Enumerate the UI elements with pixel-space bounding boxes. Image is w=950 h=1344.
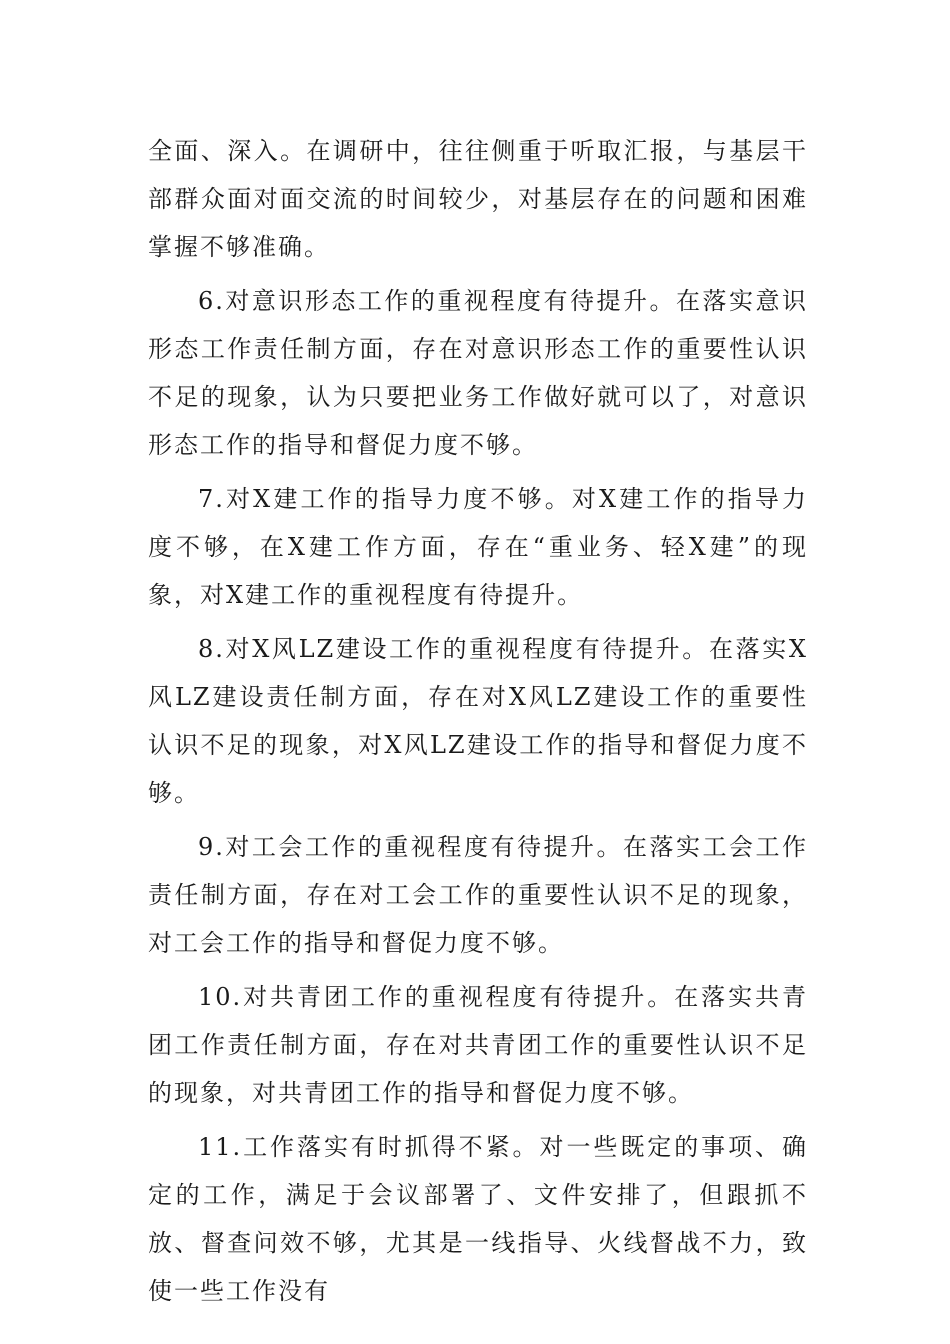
paragraph-item-9: 9.对工会工作的重视程度有待提升。在落实工会工作责任制方面，存在对工会工作的重要性认识不足的现象，对工会工作的指导和督促力度不够。 [148, 833, 808, 957]
paragraph-item-11: 11.工作落实有时抓得不紧。对一些既定的事项、确定的工作，满足于会议部署了、文件安排了，但跟抓不放、督查问效不够，尤其是一线指导、火线督战不力，致使一些工作没有 [148, 1133, 808, 1305]
paragraph-item-7: 7.对X建工作的指导力度不够。对X建工作的指导力度不够，在X建工作方面，存在“重业务、轻X建”的现象，对X建工作的重视程度有待提升。 [148, 485, 808, 609]
document-body [148, 127, 808, 1321]
paragraph-item-10: 10.对共青团工作的重视程度有待提升。在落实共青团工作责任制方面，存在对共青团工作的重要性认识不足的现象，对共青团工作的指导和督促力度不够。 [148, 983, 808, 1107]
paragraph-item-6: 6.对意识形态工作的重视程度有待提升。在落实意识形态工作责任制方面，存在对意识形态工作的重要性认识不足的现象，认为只要把业务工作做好就可以了，对意识形态工作的指导和督促力度不够。 [148, 287, 808, 459]
paragraph-continuation: 全面、深入。在调研中，往往侧重于听取汇报，与基层干部群众面对面交流的时间较少，对基层存在的问题和困难掌握不够准确。 [148, 137, 808, 261]
paragraph-item-8: 8.对X风LZ建设工作的重视程度有待提升。在落实X风LZ建设责任制方面，存在对X风LZ建设工作的重要性认识不足的现象，对X风LZ建设工作的指导和督促力度不够。 [148, 635, 808, 807]
